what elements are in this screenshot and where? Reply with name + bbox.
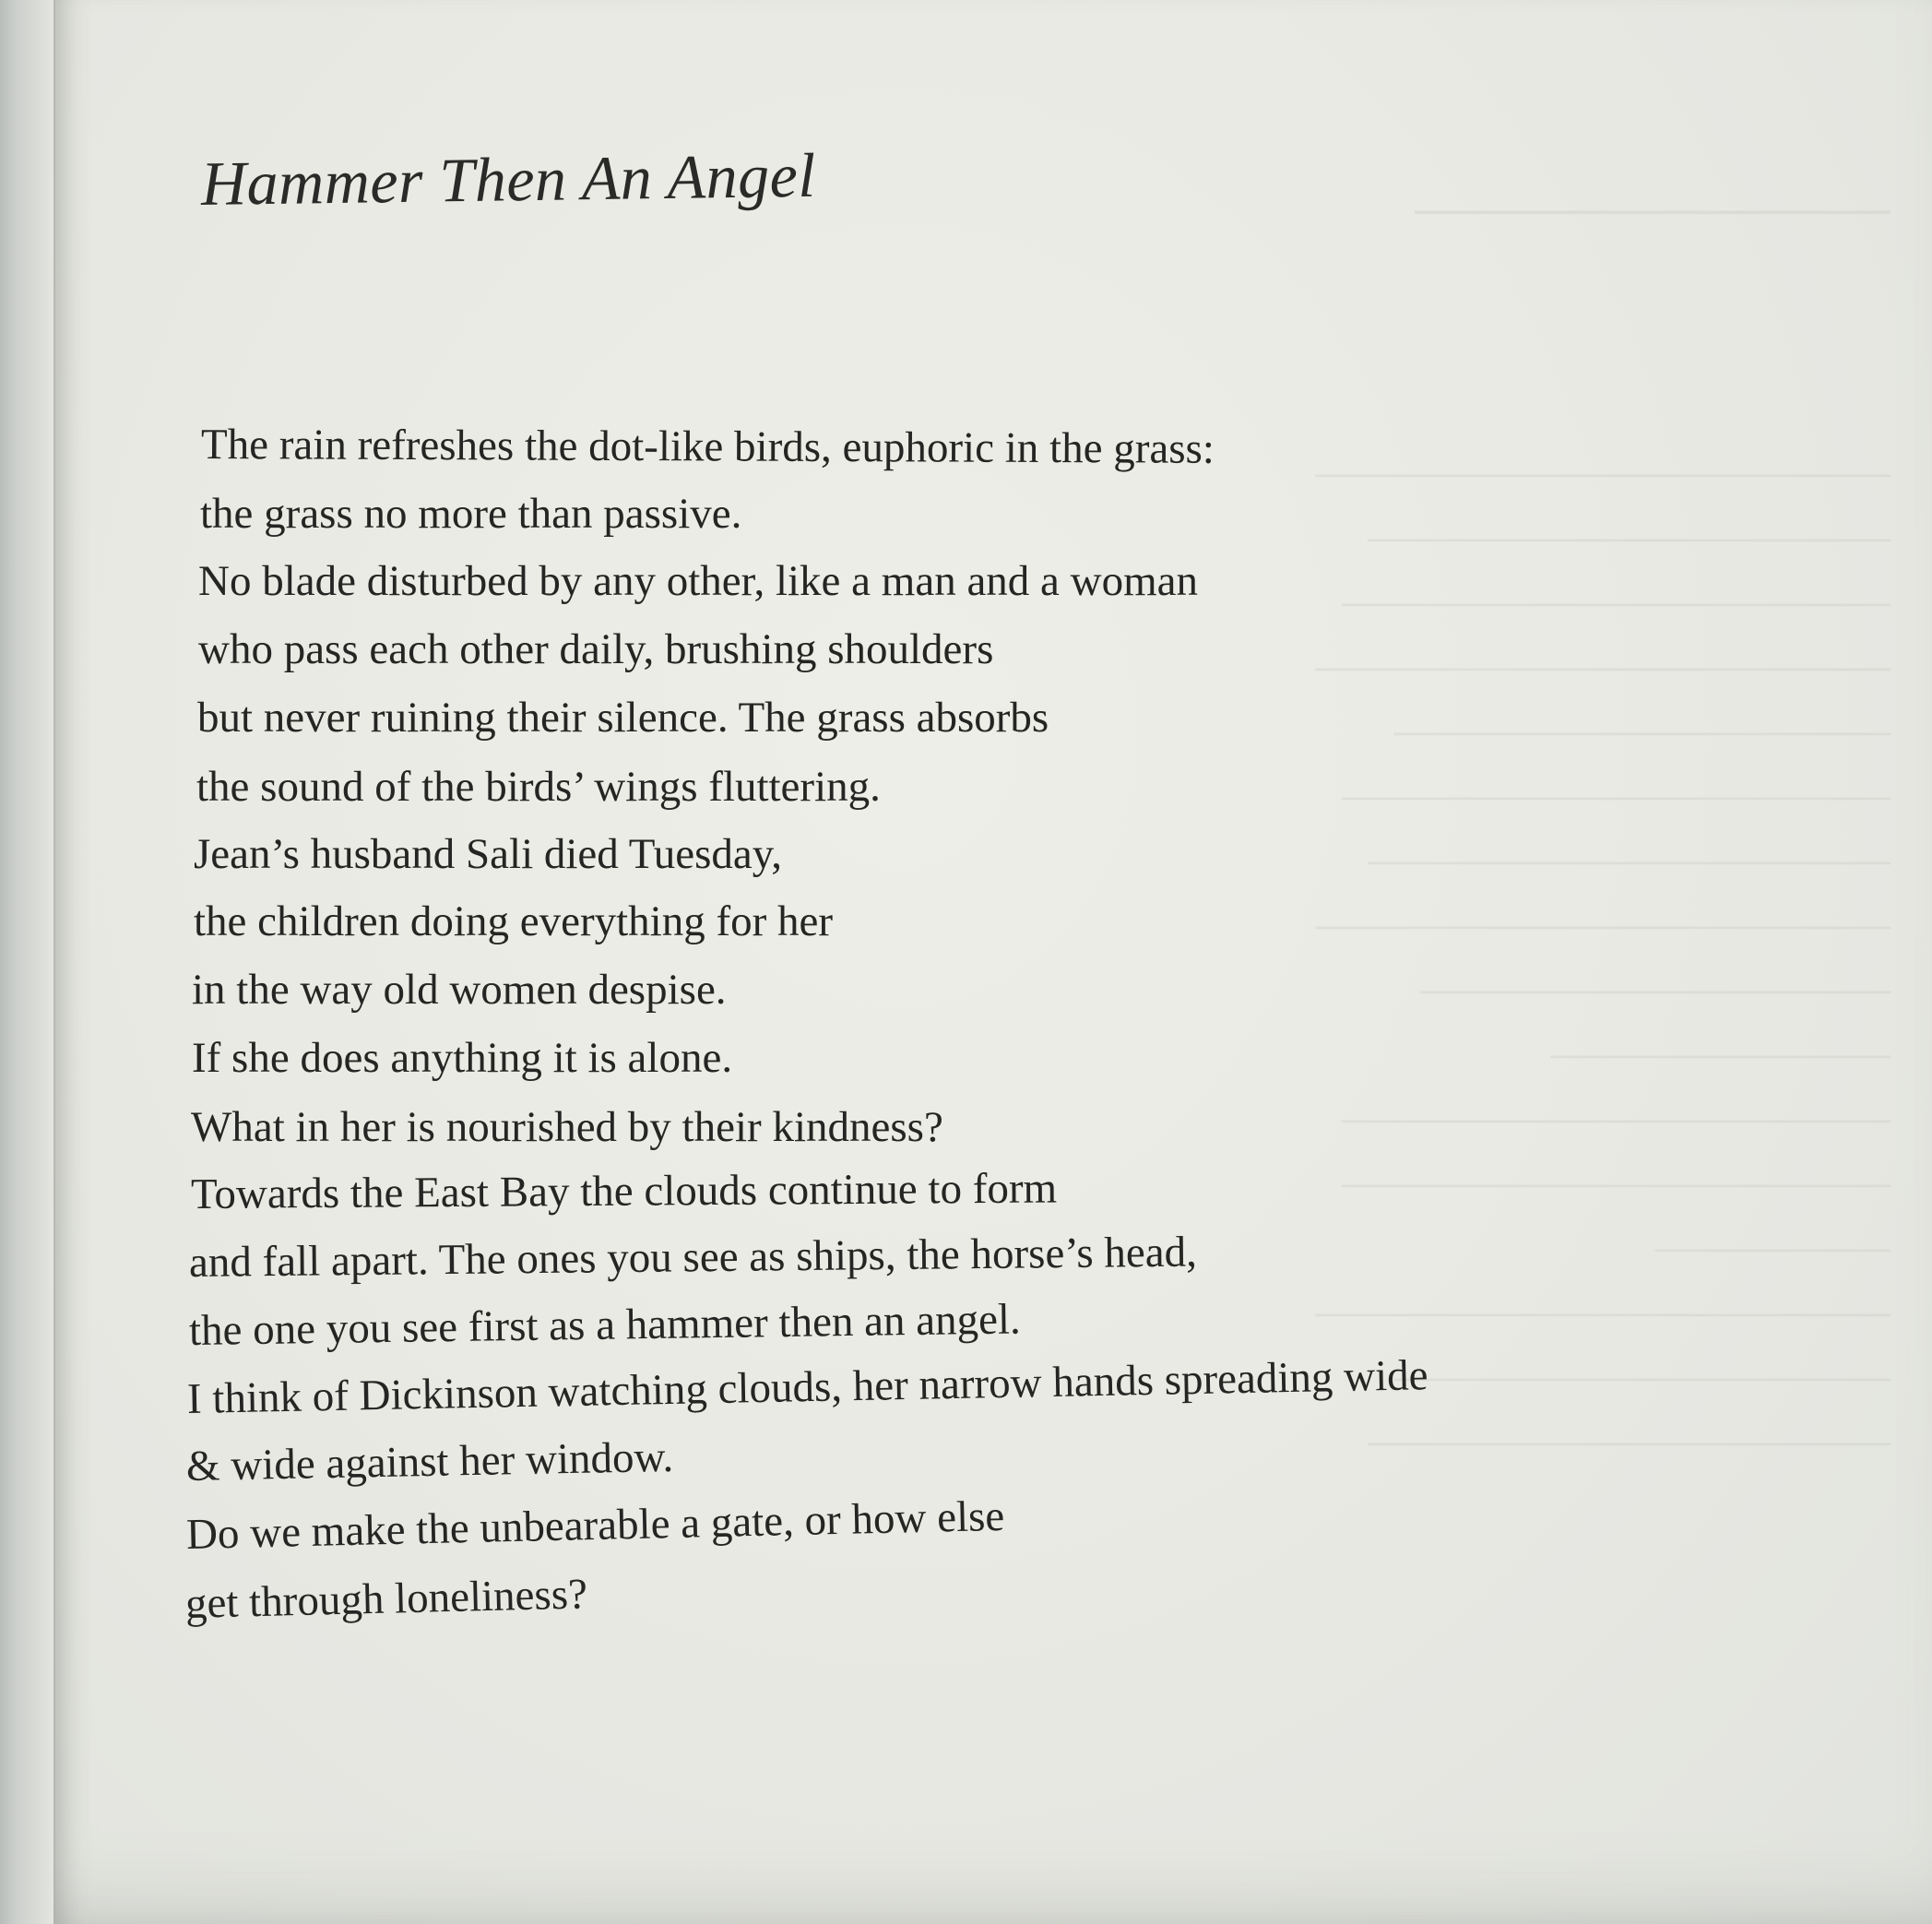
poem-line: If she does anything it is alone. bbox=[192, 1034, 733, 1082]
poem-line: who pass each other daily, brushing shoulders bbox=[198, 625, 994, 673]
poem-line: get through loneliness? bbox=[184, 1570, 588, 1628]
poem-line: the sound of the birds’ wings fluttering. bbox=[196, 763, 881, 811]
poem-line: Jean’s husband Sali died Tuesday, bbox=[194, 830, 782, 878]
poem-line: the one you see first as a hammer then an angel. bbox=[188, 1295, 1022, 1355]
poem-line: the children doing everything for her bbox=[194, 897, 834, 945]
poem-line: Do we make the unbearable a gate, or how else bbox=[185, 1491, 1005, 1559]
poem-line: The rain refreshes the dot-like birds, euphoric in the grass: bbox=[200, 421, 1215, 473]
poem-line: but never ruining their silence. The grass absorbs bbox=[197, 694, 1049, 742]
poem-line: & wide against her window. bbox=[185, 1432, 674, 1491]
poem-line: the grass no more than passive. bbox=[200, 490, 742, 538]
poem-line: in the way old women despise. bbox=[192, 966, 727, 1014]
poem-line: No blade disturbed by any other, like a man and a woman bbox=[198, 557, 1199, 605]
poem-line: Towards the East Bay the clouds continue to form bbox=[190, 1164, 1058, 1218]
poem-title: Hammer Then An Angel bbox=[200, 139, 817, 219]
poem-line: and fall apart. The ones you see as ships, the horse’s head, bbox=[188, 1228, 1198, 1287]
poem-line: What in her is nourished by their kindness? bbox=[191, 1103, 943, 1151]
poem-line: I think of Dickinson watching clouds, her narrow hands spreading wide bbox=[186, 1351, 1428, 1423]
